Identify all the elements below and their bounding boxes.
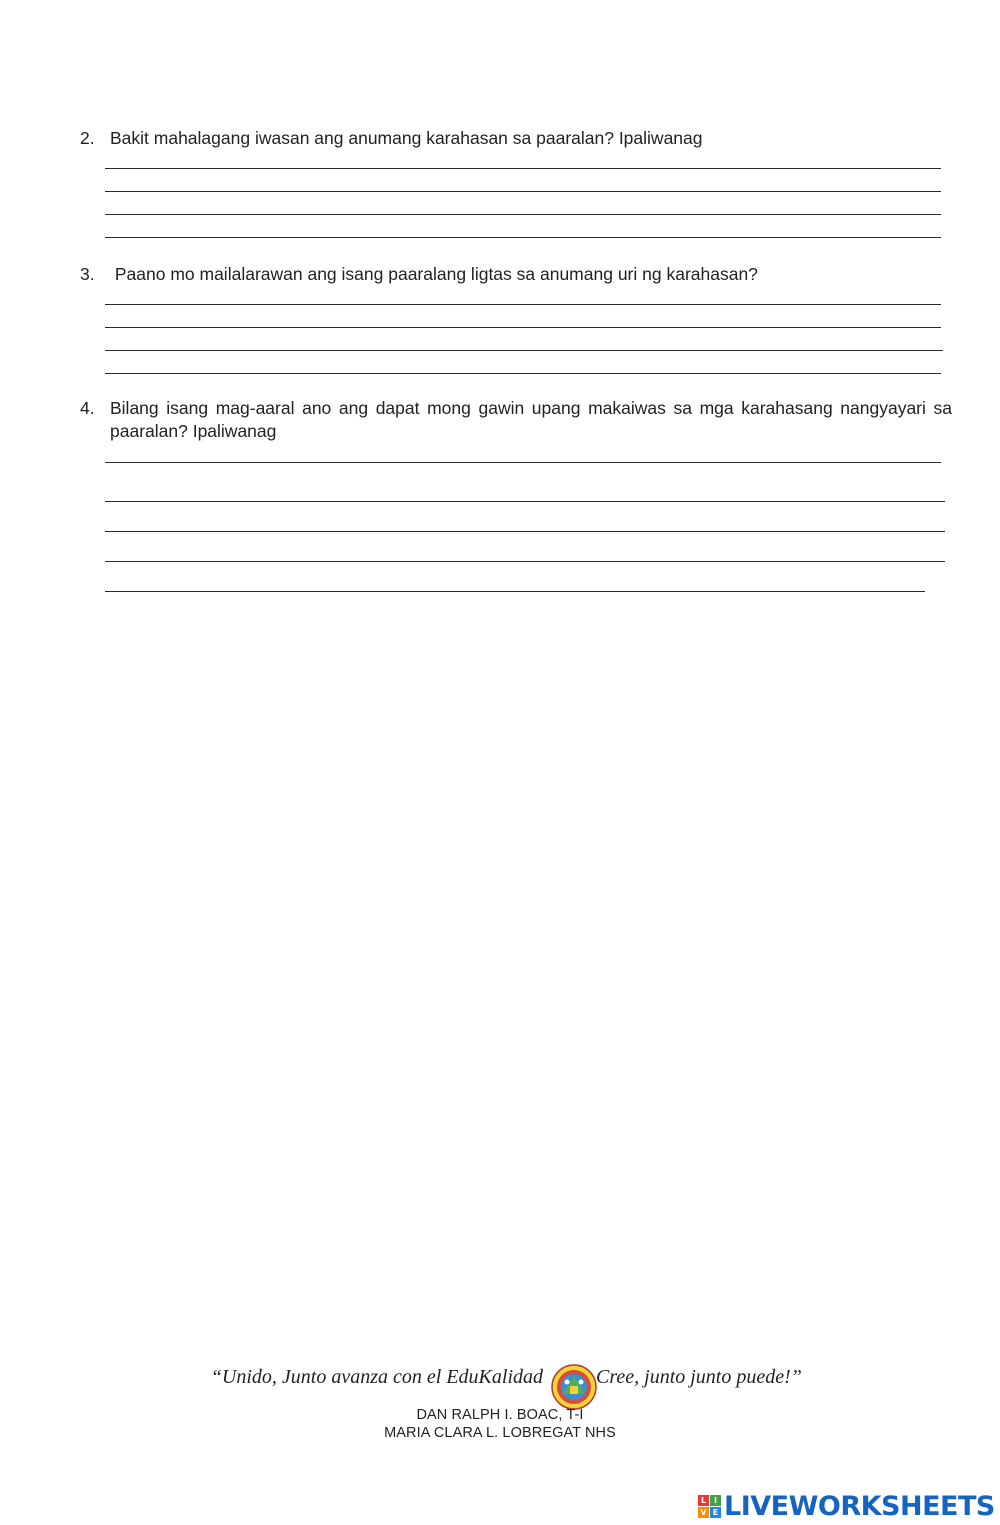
answer-line[interactable] <box>105 350 943 351</box>
logo-letter: L <box>698 1495 709 1506</box>
answer-line[interactable] <box>105 327 941 328</box>
answer-line[interactable] <box>105 531 945 532</box>
question-number: 3. <box>80 264 95 284</box>
answer-line[interactable] <box>105 501 945 502</box>
answer-line[interactable] <box>105 237 941 238</box>
answer-line[interactable] <box>105 373 941 374</box>
logo-letter: V <box>698 1507 709 1518</box>
answer-line[interactable] <box>105 168 941 169</box>
logo-letter: E <box>710 1507 721 1518</box>
answer-line[interactable] <box>105 591 925 592</box>
quote-left-text: “Unido, Junto avanza con el EduKalidad <box>210 1366 543 1388</box>
school-name: MARIA CLARA L. LOBREGAT NHS <box>384 1425 616 1441</box>
question-text: Bakit mahalagang iwasan ang anumang karahasan sa paaralan? Ipaliwanag <box>110 128 703 148</box>
question-text: Paano mo mailalarawan ang isang paaralang ligtas sa anumang uri ng karahasan? <box>110 264 758 284</box>
school-seal-icon <box>551 1364 597 1410</box>
answer-line[interactable] <box>105 214 941 215</box>
logo-letter: I <box>710 1495 721 1506</box>
liveworksheets-text: LIVEWORKSHEETS <box>724 1490 995 1522</box>
question-text: Bilang isang mag-aaral ano ang dapat mong gawin upang makaiwas sa mga karahasang nangyayari sa paaralan? Ipaliwanag <box>110 398 952 441</box>
question-4 <box>80 397 952 443</box>
answer-line[interactable] <box>105 191 941 192</box>
footer-quote <box>0 1364 1000 1400</box>
answer-line[interactable] <box>105 462 941 463</box>
live-blocks-icon <box>698 1495 721 1518</box>
question-number: 2. <box>80 128 95 148</box>
question-number: 4. <box>80 398 95 418</box>
quote-right-text: Cree, junto junto puede!” <box>596 1366 802 1388</box>
answer-line[interactable] <box>105 561 945 562</box>
liveworksheets-logo <box>698 1490 995 1522</box>
question-3 <box>80 263 952 286</box>
question-2 <box>80 127 952 150</box>
answer-line[interactable] <box>105 304 941 305</box>
author-name: DAN RALPH I. BOAC, T-I <box>416 1407 584 1423</box>
